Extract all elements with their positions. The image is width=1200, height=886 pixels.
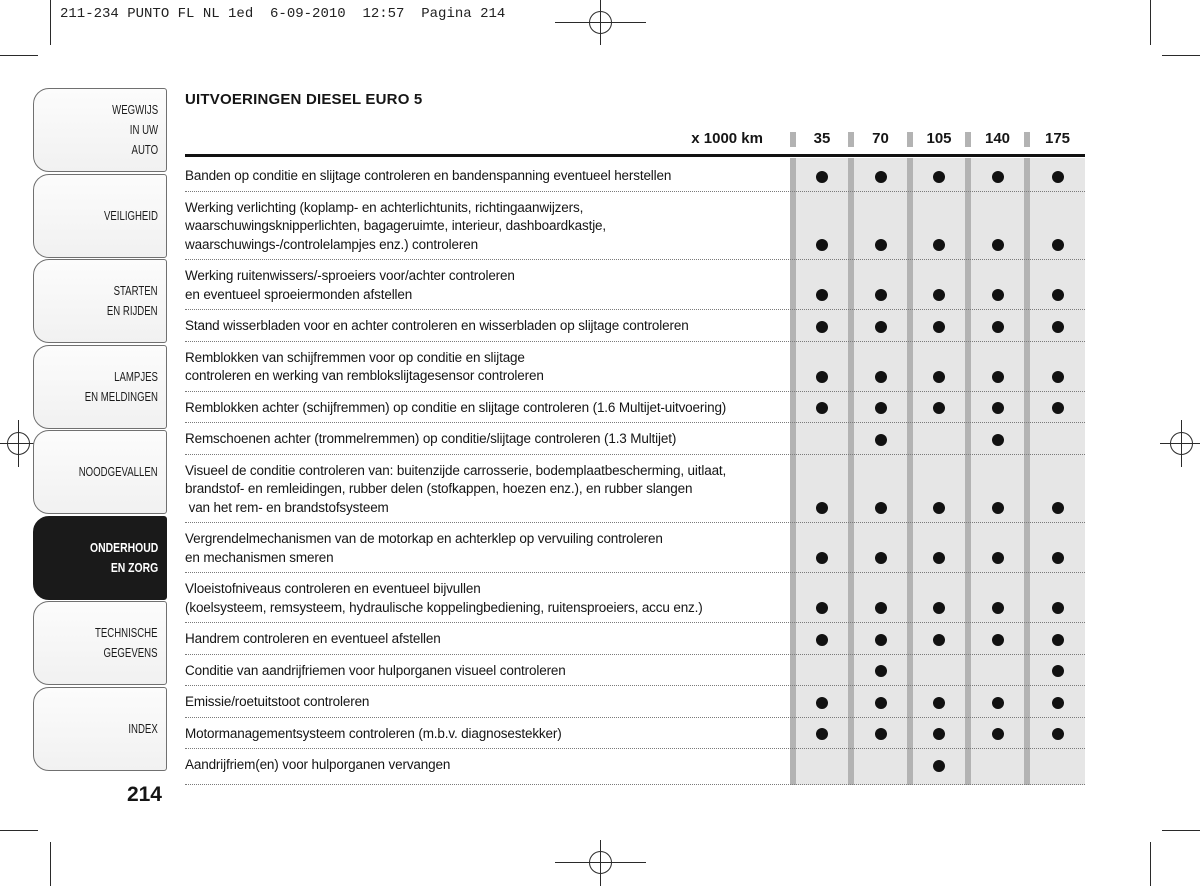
interval-cell-35: [790, 655, 848, 686]
table-row: [185, 160, 1085, 192]
interval-cell-140: [965, 749, 1024, 784]
interval-cell-140: [965, 192, 1024, 260]
service-mark: [875, 502, 887, 514]
print-slug: 211-234 PUNTO FL NL 1ed 6-09-2010 12:57 Pagina 214: [60, 6, 506, 22]
service-mark: [992, 502, 1004, 514]
maintenance-task: Werking verlichting (koplamp- en achterlichtunits, richtingaanwijzers, waarschuwingsknipperlichten, bagageruimte, interieur, dashboardkastje, waarschuwings-/controlelampjes enz.) controleren: [185, 199, 606, 252]
interval-cell-70: [848, 160, 907, 191]
registration-mark-right: [1160, 420, 1200, 467]
interval-cell-175: [1024, 573, 1085, 622]
interval-cell-35: [790, 718, 848, 749]
service-mark: [875, 371, 887, 383]
service-mark: [816, 321, 828, 333]
service-mark: [933, 634, 945, 646]
interval-header-35: 35: [790, 128, 848, 150]
service-mark: [816, 371, 828, 383]
sidebar-tab-label: INDEX: [128, 720, 158, 736]
service-mark: [1052, 171, 1064, 183]
service-mark: [1052, 634, 1064, 646]
service-mark: [933, 760, 945, 772]
interval-cell-175: [1024, 718, 1085, 749]
service-mark: [992, 728, 1004, 740]
sidebar-tab-label: ONDERHOUD EN ZORG: [89, 539, 158, 575]
table-header: [185, 128, 1085, 150]
sidebar-tab-onderhoud-en-zorg: [33, 516, 167, 600]
maintenance-task: Visueel de conditie controleren van: buitenzijde carrosserie, bodemplaatbescherming, uitlaat, brandstof- en remleidingen, rubber delen (stofkappen, hoezen enz.), en rubber slangen van het rem- en brandstofsysteem: [185, 462, 727, 515]
service-mark: [875, 728, 887, 740]
interval-cell-70: [848, 718, 907, 749]
service-mark: [875, 289, 887, 301]
interval-cell-70: [848, 342, 907, 391]
service-mark: [1052, 321, 1064, 333]
service-mark: [875, 402, 887, 414]
interval-cell-105: [907, 749, 965, 784]
table-row: [185, 655, 1085, 687]
interval-cell-70: [848, 455, 907, 523]
interval-cell-70: [848, 423, 907, 454]
service-mark: [1052, 371, 1064, 383]
interval-cell-175: [1024, 310, 1085, 341]
interval-cell-70: [848, 573, 907, 622]
table-row: [185, 573, 1085, 623]
service-mark: [992, 602, 1004, 614]
service-mark: [1052, 728, 1064, 740]
interval-cell-70: [848, 192, 907, 260]
interval-cell-70: [848, 260, 907, 309]
interval-cell-140: [965, 523, 1024, 572]
service-mark: [933, 602, 945, 614]
interval-cell-175: [1024, 655, 1085, 686]
service-mark: [875, 171, 887, 183]
service-mark: [1052, 402, 1064, 414]
table-row: [185, 455, 1085, 524]
interval-cell-105: [907, 192, 965, 260]
interval-cell-35: [790, 573, 848, 622]
interval-cell-35: [790, 523, 848, 572]
interval-cell-105: [907, 573, 965, 622]
interval-cell-35: [790, 342, 848, 391]
interval-cell-140: [965, 623, 1024, 654]
maintenance-task: Banden op conditie en slijtage controleren en bandenspanning eventueel herstellen: [185, 168, 672, 183]
interval-cell-175: [1024, 160, 1085, 191]
service-mark: [992, 289, 1004, 301]
interval-cell-105: [907, 718, 965, 749]
maintenance-task: Remblokken van schijfremmen voor op conditie en slijtage controleren en werking van remblokslijtagesensor controleren: [185, 349, 544, 383]
maintenance-task: Aandrijfriem(en) voor hulporganen vervangen: [185, 757, 451, 772]
service-mark: [816, 634, 828, 646]
table-row: [185, 310, 1085, 342]
sidebar-tab-wegwijs-in-uw-auto: [33, 88, 167, 172]
service-mark: [933, 321, 945, 333]
table-row: [185, 342, 1085, 392]
interval-cell-140: [965, 686, 1024, 717]
service-mark: [933, 171, 945, 183]
service-mark: [992, 321, 1004, 333]
interval-cell-35: [790, 749, 848, 784]
interval-cell-105: [907, 310, 965, 341]
interval-cell-35: [790, 392, 848, 423]
service-mark: [1052, 602, 1064, 614]
sidebar-tab-label: LAMPJES EN MELDINGEN: [84, 368, 158, 404]
service-mark: [1052, 239, 1064, 251]
interval-cell-35: [790, 623, 848, 654]
maintenance-task: Emissie/roetuitstoot controleren: [185, 694, 370, 709]
interval-cell-175: [1024, 686, 1085, 717]
table-body: [185, 160, 1085, 785]
registration-mark-bottom: [555, 840, 646, 886]
interval-unit-label: x 1000 km: [691, 130, 763, 147]
interval-cell-35: [790, 686, 848, 717]
interval-cell-70: [848, 686, 907, 717]
interval-cell-35: [790, 310, 848, 341]
interval-cell-140: [965, 160, 1024, 191]
interval-cell-175: [1024, 342, 1085, 391]
table-row: [185, 423, 1085, 455]
interval-cell-105: [907, 392, 965, 423]
interval-cell-175: [1024, 623, 1085, 654]
service-mark: [933, 552, 945, 564]
service-mark: [875, 552, 887, 564]
table-row: [185, 686, 1085, 718]
interval-cell-35: [790, 455, 848, 523]
interval-header-175: 175: [1024, 128, 1085, 150]
interval-header-105: 105: [907, 128, 965, 150]
sidebar-tab-starten-en-rijden: [33, 259, 167, 343]
service-mark: [816, 697, 828, 709]
table-row: [185, 392, 1085, 424]
table-row: [185, 623, 1085, 655]
sidebar-tab-noodgevallen: [33, 430, 167, 514]
interval-cell-70: [848, 392, 907, 423]
service-mark: [1052, 552, 1064, 564]
service-mark: [933, 697, 945, 709]
maintenance-task: Werking ruitenwissers/-sproeiers voor/achter controleren en eventueel sproeiermonden afstellen: [185, 268, 515, 302]
page-number: 214: [126, 783, 162, 806]
service-mark: [933, 289, 945, 301]
service-mark: [875, 697, 887, 709]
service-mark: [1052, 289, 1064, 301]
interval-cell-175: [1024, 192, 1085, 260]
interval-cell-35: [790, 260, 848, 309]
interval-cell-175: [1024, 749, 1085, 784]
sidebar-tab-label: VEILIGHEID: [104, 207, 158, 223]
service-mark: [992, 171, 1004, 183]
interval-cell-175: [1024, 523, 1085, 572]
interval-cell-140: [965, 455, 1024, 523]
sidebar-tab-lampjes-en-meldingen: [33, 345, 167, 429]
service-mark: [992, 634, 1004, 646]
table-row: [185, 749, 1085, 785]
service-mark: [816, 171, 828, 183]
interval-cell-140: [965, 655, 1024, 686]
service-mark: [816, 502, 828, 514]
service-mark: [875, 602, 887, 614]
interval-cell-105: [907, 260, 965, 309]
interval-cell-105: [907, 423, 965, 454]
maintenance-task: Stand wisserbladen voor en achter controleren en wisserbladen op slijtage controleren: [185, 318, 689, 333]
service-mark: [992, 434, 1004, 446]
interval-cell-105: [907, 623, 965, 654]
interval-cell-105: [907, 160, 965, 191]
service-mark: [933, 502, 945, 514]
interval-header-70: 70: [848, 128, 907, 150]
interval-cell-175: [1024, 455, 1085, 523]
interval-cell-35: [790, 423, 848, 454]
header-rule: [185, 154, 1085, 157]
service-mark: [992, 402, 1004, 414]
interval-cell-105: [907, 686, 965, 717]
service-mark: [816, 239, 828, 251]
sidebar-tab-veiligheid: [33, 174, 167, 258]
service-mark: [1052, 665, 1064, 677]
interval-cell-35: [790, 160, 848, 191]
service-mark: [875, 434, 887, 446]
table-row: [185, 523, 1085, 573]
service-mark: [992, 371, 1004, 383]
service-mark: [1052, 697, 1064, 709]
maintenance-task: Remblokken achter (schijfremmen) op conditie en slijtage controleren (1.6 Multijet-uitvoering): [185, 399, 727, 415]
service-mark: [992, 552, 1004, 564]
service-mark: [992, 697, 1004, 709]
interval-cell-140: [965, 392, 1024, 423]
interval-header-140: 140: [965, 128, 1024, 150]
interval-cell-105: [907, 455, 965, 523]
interval-cell-105: [907, 655, 965, 686]
section-title: UITVOERINGEN DIESEL EURO 5: [185, 91, 423, 108]
maintenance-task: Handrem controleren en eventueel afstellen: [185, 631, 441, 646]
service-mark: [992, 239, 1004, 251]
interval-cell-105: [907, 342, 965, 391]
service-mark: [933, 371, 945, 383]
sidebar-tab-index: [33, 687, 167, 771]
maintenance-task: Conditie van aandrijfriemen voor hulporganen visueel controleren: [185, 662, 566, 678]
interval-cell-70: [848, 623, 907, 654]
interval-cell-140: [965, 310, 1024, 341]
service-mark: [1052, 502, 1064, 514]
sidebar-tab-label: STARTEN EN RIJDEN: [107, 283, 158, 318]
interval-cell-140: [965, 423, 1024, 454]
interval-cell-175: [1024, 392, 1085, 423]
table-row: [185, 192, 1085, 261]
sidebar-tab-technische-gegevens: [33, 601, 167, 685]
service-mark: [816, 602, 828, 614]
interval-cell-140: [965, 718, 1024, 749]
interval-cell-140: [965, 573, 1024, 622]
maintenance-task: Remschoenen achter (trommelremmen) op conditie/slijtage controleren (1.3 Multijet): [185, 431, 677, 446]
sidebar-tab-label: NOODGEVALLEN: [79, 464, 158, 479]
maintenance-task: Vergrendelmechanismen van de motorkap en achterklep op vervuiling controleren en mechanismen smeren: [185, 531, 663, 565]
table-row: [185, 260, 1085, 310]
service-mark: [816, 402, 828, 414]
registration-mark-top: [555, 0, 646, 45]
interval-cell-70: [848, 523, 907, 572]
interval-cell-105: [907, 523, 965, 572]
service-mark: [816, 728, 828, 740]
interval-cell-175: [1024, 260, 1085, 309]
service-mark: [933, 239, 945, 251]
maintenance-task: Vloeistofniveaus controleren en eventueel bijvullen (koelsysteem, remsysteem, hydraulische koppelingbediening, ruitensproeiers, accu enz.): [185, 581, 703, 615]
interval-cell-70: [848, 655, 907, 686]
service-mark: [816, 552, 828, 564]
service-mark: [816, 289, 828, 301]
service-mark: [933, 728, 945, 740]
service-mark: [875, 665, 887, 677]
sidebar-tab-label: WEGWIJS IN UW AUTO: [112, 102, 158, 157]
table-row: [185, 718, 1085, 750]
interval-cell-70: [848, 749, 907, 784]
interval-cell-70: [848, 310, 907, 341]
interval-cell-140: [965, 260, 1024, 309]
interval-cell-140: [965, 342, 1024, 391]
interval-cell-35: [790, 192, 848, 260]
service-mark: [933, 402, 945, 414]
sidebar-tab-label: TECHNISCHE GEGEVENS: [95, 625, 158, 660]
service-mark: [875, 321, 887, 333]
maintenance-task: Motormanagementsysteem controleren (m.b.v. diagnosestekker): [185, 725, 562, 741]
service-mark: [875, 239, 887, 251]
interval-cell-175: [1024, 423, 1085, 454]
service-mark: [875, 634, 887, 646]
sidebar-thumb-index: [33, 88, 167, 771]
